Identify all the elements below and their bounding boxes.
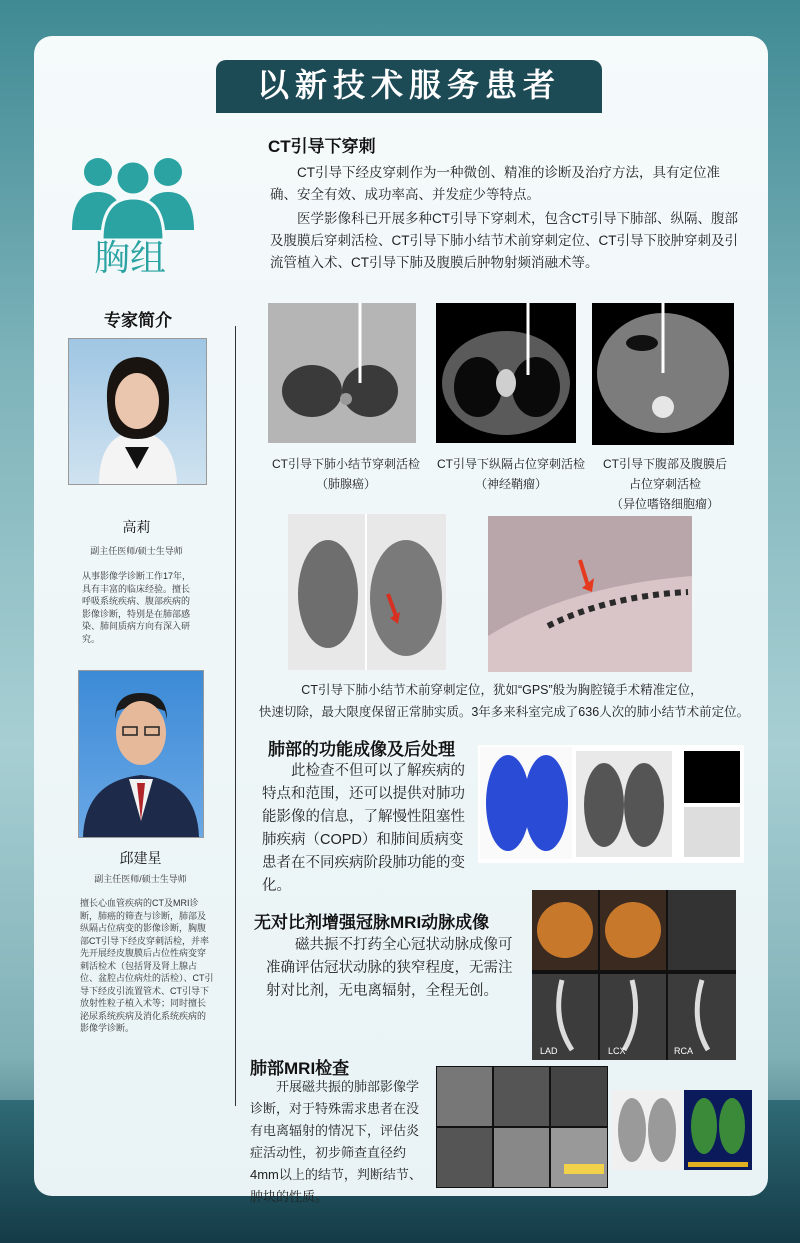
expert-role-2: 副主任医师/硕士生导师 <box>94 874 187 884</box>
ct-abdomen-image <box>592 303 734 445</box>
expert-role-1: 副主任医师/硕士生导师 <box>90 546 183 556</box>
gps-caption-line1: CT引导下肺小结节术前穿刺定位，犹如“GPS”般为胸腔镜手术精准定位， <box>301 683 703 697</box>
gps-caption-line2: 快速切除，最大限度保留正常肺实质。3年多来科室完成了636人次的肺小结节术前定位。 <box>258 705 750 719</box>
ct-heading: CT引导下穿刺 <box>268 137 376 156</box>
func-text: 此检查不但可以了解疾病的特点和范围，还可以提供对肺功能影像的信息，了解慢性阻塞性肺疾病（COPD）和肺间质病变患者在不同疾病阶段肺功能的变化。 <box>262 763 465 894</box>
caption-abdomen-line2: 占位穿刺活检 <box>628 477 701 491</box>
lung-mri-perfusion-image <box>684 1090 752 1170</box>
experts-title: 专家简介 <box>104 311 172 330</box>
ct-paragraph-2: 医学影像科已开展多种CT引导下穿刺术，包含CT引导下肺部、纵隔、腹部及腹膜后穿刺活检、CT引导下肺小结节术前穿刺定位、CT引导下胶肿穿刺及引流管植入术、CT引导下肺及腹膜后肿物射频消融术等。 <box>270 211 738 270</box>
caption-mediastinum-line2: （神经鞘瘤） <box>474 477 547 491</box>
mra-text: 磁共振不打药全心冠状动脉成像可准确评估冠状动脉的狭窄程度，无需注射对比剂，无电离辐射，全程无创。 <box>266 937 513 999</box>
caption-lung-nodule-line1: CT引导下肺小结节穿刺活检 <box>272 457 420 471</box>
mra-label-rca: RCA <box>674 1046 694 1056</box>
page-title: 以新技术服务患者 <box>216 60 602 110</box>
mra-image <box>532 890 736 1060</box>
group-icon <box>68 150 198 240</box>
caption-mediastinum <box>430 456 592 492</box>
caption-lung-nodule <box>262 456 430 492</box>
caption-abdomen-line1: CT引导下腹部及腹膜后 <box>603 457 727 471</box>
caption-abdomen <box>592 456 738 512</box>
mra-heading: 无对比剂增强冠脉MRI动脉成像 <box>254 913 490 932</box>
column-divider <box>235 326 236 1106</box>
mri-heading: 肺部MRI检查 <box>250 1059 350 1078</box>
lung-mri-image <box>436 1066 608 1188</box>
lung-mri-coronal-image <box>612 1090 682 1170</box>
func-imaging-image <box>478 745 744 863</box>
caption-mediastinum-line1: CT引导下纵隔占位穿刺活检 <box>437 457 585 471</box>
thoracoscopy-image <box>488 516 692 672</box>
func-heading: 肺部的功能成像及后处理 <box>268 740 455 759</box>
mri-text: 开展磁共振的肺部影像学诊断，对于特殊需求患者在没有电离辐射的情况下，评估炎症活动性，初步筛查直径约4mm以上的结节，判断结节、肿块的性质。 <box>250 1079 422 1204</box>
expert-photo-1 <box>68 338 207 485</box>
caption-abdomen-line3: （异位嗜铬细胞瘤） <box>610 497 719 511</box>
expert-bio-2: 擅长心血管疾病的CT及MRI诊断，肺癌的筛查与诊断，肺部及纵隔占位病变的影像诊断，胸腹部CT引导下经皮穿刺活检，并率先开展经皮腹膜后占位性病变穿刺活检术（包括肾及肾上腺占位、盆腔占位病灶的活检）、CT引导下经皮引流置管术、CT引导下放射性粒子植入术等；同时擅长泌尿系统疾病及消化系统疾病的影像学诊断。 <box>80 898 214 1033</box>
ct-paragraph-1: CT引导下经皮穿刺作为一种微创、精准的诊断及治疗方法，具有定位准确、安全有效、成功率高、并发症少等特点。 <box>270 165 720 202</box>
expert-photo-2 <box>78 670 204 838</box>
ct-localization-image <box>288 514 446 670</box>
mra-label-lad: LAD <box>540 1046 558 1056</box>
caption-lung-nodule-line2: （肺腺癌） <box>315 477 376 491</box>
ct-lung-nodule-image <box>268 303 416 443</box>
ct-mediastinum-image <box>436 303 576 443</box>
expert-name-1: 高莉 <box>122 519 151 535</box>
expert-name-2: 邱建星 <box>119 850 162 866</box>
expert-bio-1: 从事影像学诊断工作17年，具有丰富的临床经验。擅长呼吸系统疾病、腹部疾病的影像诊断，特别是在肺部感染、肺间质病方向有深入研究。 <box>82 571 192 644</box>
group-label: 胸组 <box>93 238 166 279</box>
mra-label-lcx: LCX <box>608 1046 626 1056</box>
title-underline <box>216 110 602 113</box>
